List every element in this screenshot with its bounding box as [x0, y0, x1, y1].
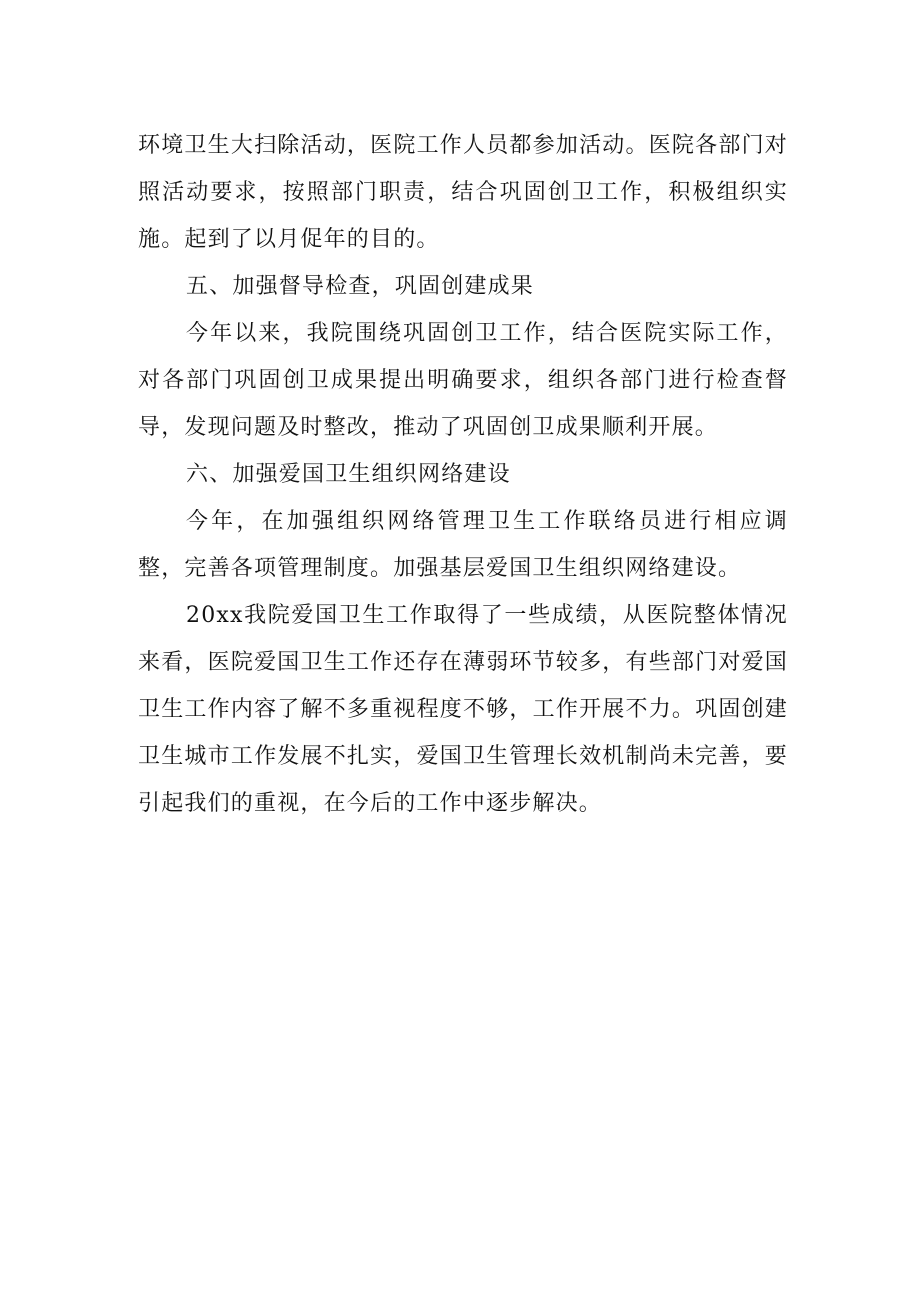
paragraph-continuation: 环境卫生大扫除活动，医院工作人员都参加活动。医院各部门对照活动要求，按照部门职责，结合巩固创卫工作，积极组织实施。起到了以月促年的目的。 [138, 133, 788, 252]
paragraph-summary: 20xx我院爱国卫生工作取得了一些成绩，从医院整体情况来看，医院爱国卫生工作还存在薄弱环节较多，有些部门对爱国卫生工作内容了解不多重视程度不够，工作开展不力。巩固创建卫生城市工作发展不扎实，爱国卫生管理长效机制尚未完善，要引起我们的重视，在今后的工作中逐步解决。 [138, 603, 788, 816]
document-body [138, 122, 788, 827]
section-heading-five: 五、加强督导检查，巩固创建成果 [186, 274, 535, 299]
paragraph-section-five: 今年以来，我院围绕巩固创卫工作，结合医院实际工作，对各部门巩固创卫成果提出明确要求，组织各部门进行检查督导，发现问题及时整改，推动了巩固创卫成果顺利开展。 [138, 321, 788, 440]
paragraph-section-six: 今年，在加强组织网络管理卫生工作联络员进行相应调整，完善各项管理制度。加强基层爱国卫生组织网络建设。 [138, 509, 788, 581]
section-heading-six: 六、加强爱国卫生组织网络建设 [186, 462, 511, 487]
